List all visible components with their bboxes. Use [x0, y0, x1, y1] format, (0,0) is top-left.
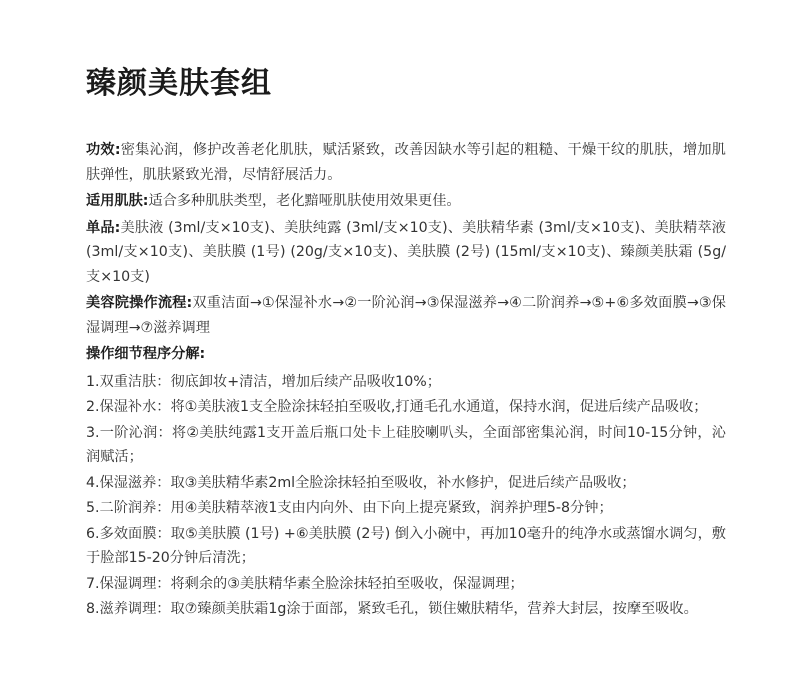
step-item: 1.双重洁肤：彻底卸妆+清洁，增加后续产品吸收10%； — [86, 373, 441, 390]
step-item: 8.滋养调理：取⑦臻颜美肤霜1g涂于面部，紧致毛孔，锁住嫩肤精华，营养大封层，按摩至吸收。 — [86, 601, 698, 617]
skin-type-text: 适合多种肌肤类型，老化黯哑肌肤使用效果更佳。 — [148, 193, 461, 209]
items-paragraph — [86, 216, 726, 290]
step-item: 7.保湿调理：将剩余的③美肤精华素全脸涂抹轻拍至吸收，保湿调理； — [86, 575, 524, 592]
efficacy-label: 功效: — [86, 142, 121, 158]
page-title: 臻颜美肤套组 — [86, 66, 272, 101]
step-item: 5.二阶润养：用④美肤精萃液1支由内向外、由下向上提亮紧致，润养护理5-8分钟； — [86, 500, 613, 516]
salon-process-paragraph — [86, 291, 726, 340]
step-item: 3.一阶沁润：将②美肤纯露1支开盖后瓶口处卡上硅胶喇叭头，全面部密集沁润，时间10-15分钟，沁润赋活； — [86, 424, 726, 465]
steps-heading: 操作细节程序分解: — [86, 346, 206, 362]
step-item: 2.保湿补水：将①美肤液1支全脸涂抹轻拍至吸收,打通毛孔水通道，保持水润，促进后续产品吸收； — [86, 399, 708, 415]
steps-list — [86, 370, 726, 622]
salon-process-text: 双重洁面→①保湿补水→②一阶沁润→③保湿滋养→④二阶润养→⑤+⑥多效面膜→③保湿调理→⑦滋养调理 — [86, 295, 726, 336]
product-description — [86, 138, 726, 623]
skin-type-paragraph — [86, 189, 726, 214]
step-item: 6.多效面膜：取⑤美肤膜 (1号) +⑥美肤膜 (2号) 倒入小碗中，再加10毫升的纯净水或蒸馏水调匀，敷于脸部15-20分钟后清洗； — [86, 525, 726, 566]
skin-type-label: 适用肌肤: — [86, 193, 149, 209]
items-label: 单品: — [86, 219, 121, 236]
efficacy-text: 密集沁润，修护改善老化肌肤，赋活紧致，改善因缺水等引起的粗糙、干燥干纹的肌肤，增加肌肤弹性，肌肤紧致光滑，尽情舒展活力。 — [86, 142, 726, 183]
step-item: 4.保湿滋养：取③美肤精华素2ml全脸涂抹轻拍至吸收，补水修护，促进后续产品吸收； — [86, 474, 636, 491]
items-text: 美肤液 (3ml/支×10支)、美肤纯露 (3ml/支×10支)、美肤精华素 (3ml/支×10支)、美肤精萃液 (3ml/支×10支)、美肤膜 (1号) (20g/支×10支)、美肤膜 (2号) (15ml/支×10支)、臻颜美肤霜 (5g/支×10支) — [86, 219, 726, 285]
efficacy-paragraph — [86, 138, 726, 187]
salon-process-label: 美容院操作流程: — [86, 295, 193, 311]
